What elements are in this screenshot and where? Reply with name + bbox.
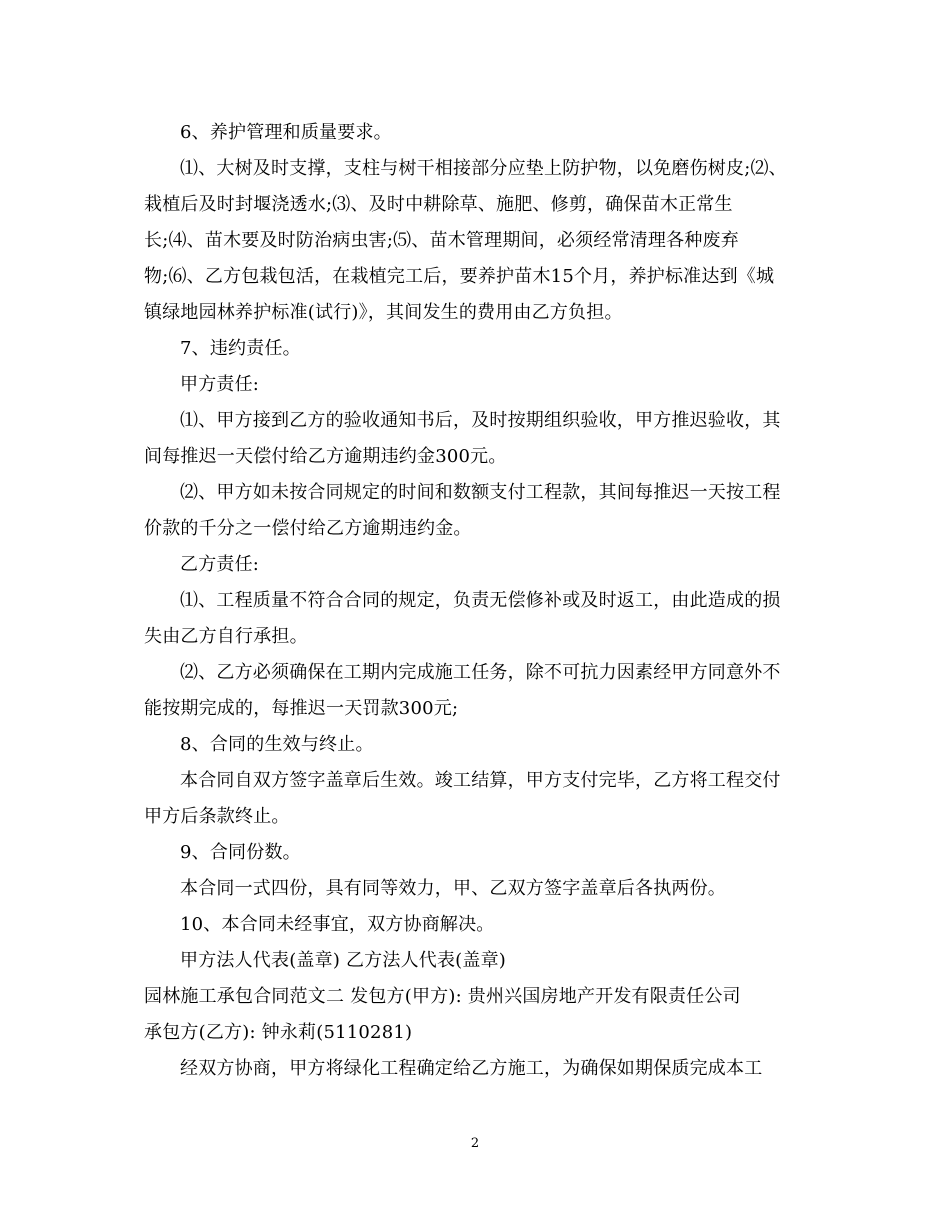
text-line: 物;⑹、乙方包栽包活，在栽植完工后，要养护苗木15个月，养护标准达到《城 xyxy=(144,266,775,287)
page-number: 2 xyxy=(470,1136,480,1151)
text-line: ⑴、工程质量不符合合同的规定，负责无偿修补或及时返工，由此造成的损 xyxy=(180,590,781,611)
text-line: ⑵、甲方如未按合同规定的时间和数额支付工程款，其间每推迟一天按工程 xyxy=(180,482,781,503)
text-line: ⑴、大树及时支撑，支柱与树干相接部分应垫上防护物，以免磨伤树皮;⑵、 xyxy=(180,158,787,179)
text-line: 9、合同份数。 xyxy=(180,842,301,863)
text-line: 栽植后及时封堰浇透水;⑶、及时中耕除草、施肥、修剪，确保苗木正常生 xyxy=(144,194,733,215)
text-line: 长;⑷、苗木要及时防治病虫害;⑸、苗木管理期间，必须经常清理各种废弃 xyxy=(144,230,739,251)
text-line: 经双方协商，甲方将绿化工程确定给乙方施工，为确保如期保质完成本工 xyxy=(180,1058,763,1079)
text-line: 承包方(乙方): 钟永莉(5110281) xyxy=(144,1022,413,1043)
text-line: 甲方责任: xyxy=(180,374,260,395)
text-line: 间每推迟一天偿付给乙方逾期违约金300元。 xyxy=(144,446,507,467)
text-line: ⑴、甲方接到乙方的验收通知书后，及时按期组织验收，甲方推迟验收，其 xyxy=(180,410,781,431)
text-line: 镇绿地园林养护标准(试行)》，其间发生的费用由乙方负担。 xyxy=(144,302,623,323)
text-line: 本合同一式四份，具有同等效力，甲、乙双方签字盖章后各执两份。 xyxy=(180,878,726,899)
text-line: 园林施工承包合同范文二 发包方(甲方): 贵州兴国房地产开发有限责任公司 xyxy=(144,986,741,1007)
text-line: 价款的千分之一偿付给乙方逾期违约金。 xyxy=(144,518,472,539)
text-line: 失由乙方自行承担。 xyxy=(144,626,308,647)
text-line: 6、养护管理和质量要求。 xyxy=(180,122,392,143)
text-line: 8、合同的生效与终止。 xyxy=(180,734,374,755)
text-line: ⑵、乙方必须确保在工期内完成施工任务，除不可抗力因素经甲方同意外不 xyxy=(180,662,781,683)
text-line: 能按期完成的，每推迟一天罚款300元; xyxy=(144,698,459,719)
text-line: 甲方后条款终止。 xyxy=(144,806,290,827)
text-line: 本合同自双方签字盖章后生效。竣工结算，甲方支付完毕，乙方将工程交付 xyxy=(180,770,781,791)
text-line: 乙方责任: xyxy=(180,554,260,575)
text-line: 7、违约责任。 xyxy=(180,338,301,359)
text-line: 10、本合同未经事宜，双方协商解决。 xyxy=(180,914,495,935)
document-body xyxy=(144,115,809,1087)
text-line: 甲方法人代表(盖章) 乙方法人代表(盖章) xyxy=(180,950,507,971)
